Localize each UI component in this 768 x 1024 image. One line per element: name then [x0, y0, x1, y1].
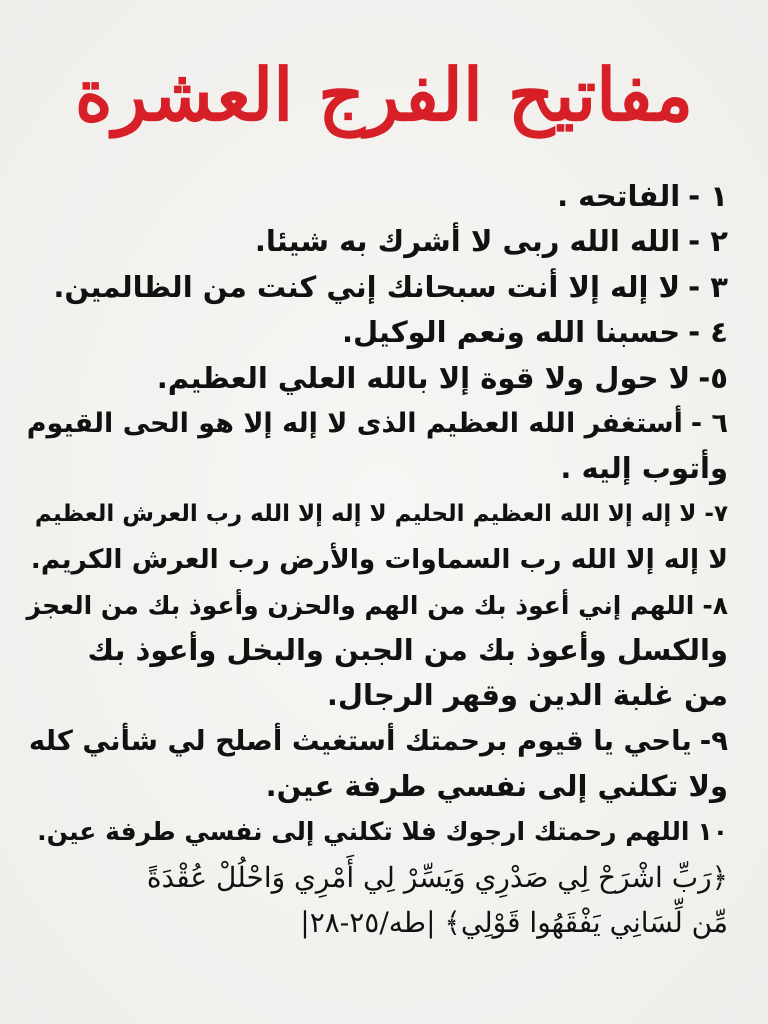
- dua-text: الفاتحه .: [557, 179, 681, 213]
- dua-line-6-cont: [28, 446, 728, 491]
- dua-line-2: [28, 219, 728, 264]
- dua-text: لا إله إلا الله العظيم الحليم لا إله إلا الله رب العرش العظيم: [34, 500, 697, 527]
- item-number: ٧-: [704, 500, 728, 527]
- dua-text: وأتوب إليه .: [560, 451, 728, 486]
- item-number: ٣ -: [688, 269, 728, 304]
- page-title: مفاتيح الفرج العشرة: [74, 52, 694, 137]
- item-number: ٨-: [702, 590, 728, 620]
- dua-text: حسبنا الله ونعم الوكيل.: [341, 315, 681, 350]
- dua-text: لا إله إلا الله رب السماوات والأرض رب العرش الكريم.: [30, 544, 728, 576]
- dua-line-5: [28, 356, 728, 401]
- item-number: ١٠: [697, 817, 728, 847]
- dua-text: ولا تكلني إلى نفسي طرفة عين.: [265, 769, 728, 804]
- dua-list: [28, 174, 728, 946]
- dua-line-8-cont: [28, 628, 728, 673]
- dua-line-3: [28, 265, 728, 310]
- dua-text: من غلبة الدين وقهر الرجال.: [326, 678, 728, 713]
- dua-text: لا إله إلا أنت سبحانك إني كنت من الظالمين.: [53, 269, 681, 304]
- dua-text: اللهم إني أعوذ بك من الهم والحزن وأعوذ بك من العجز: [26, 590, 695, 620]
- dua-line-1: [28, 174, 728, 219]
- dua-text: الله الله ربى لا أشرك به شيئا.: [254, 224, 681, 259]
- dua-line-8-cont: [28, 673, 728, 718]
- dua-line-8: [28, 583, 728, 628]
- item-number: ٤ -: [688, 315, 728, 350]
- dua-line-9-cont: [28, 764, 728, 809]
- quran-verse-line: [28, 900, 728, 945]
- quran-text: ﴿رَبِّ اشْرَحْ لِي صَدْرِي وَيَسِّرْ لِي أَمْرِي وَاحْلُلْ عُقْدَةً: [146, 860, 728, 894]
- quran-text: مِّن لِّسَانِي يَفْقَهُوا قَوْلِي﴾ |طه/٢٥-٢٨|: [300, 906, 728, 940]
- item-number: ٦ -: [690, 407, 728, 439]
- dua-text: لا حول ولا قوة إلا بالله العلي العظيم.: [156, 360, 691, 395]
- dua-line-7-cont: [28, 537, 728, 582]
- item-number: ٥-: [698, 360, 728, 395]
- dua-line-6: [28, 401, 728, 446]
- dua-text: اللهم رحمتك ارجوك فلا تكلني إلى نفسي طرفة عين.: [37, 817, 690, 847]
- item-number: ١ -: [688, 179, 728, 213]
- item-number: ٢ -: [688, 224, 728, 259]
- dua-line-10: [28, 809, 728, 854]
- quran-verse-line: [28, 855, 728, 900]
- dua-line-9: [28, 719, 728, 764]
- dua-text: ياحي يا قيوم برحمتك أستغيث أصلح لي شأني كله: [28, 724, 692, 757]
- dua-line-7: [28, 492, 728, 537]
- dua-text: والكسل وأعوذ بك من الجبن والبخل وأعوذ بك: [87, 632, 728, 667]
- dua-text: أستغفر الله العظيم الذى لا إله إلا هو الحى القيوم: [26, 407, 683, 439]
- item-number: ٩-: [699, 724, 728, 757]
- dua-line-4: [28, 310, 728, 355]
